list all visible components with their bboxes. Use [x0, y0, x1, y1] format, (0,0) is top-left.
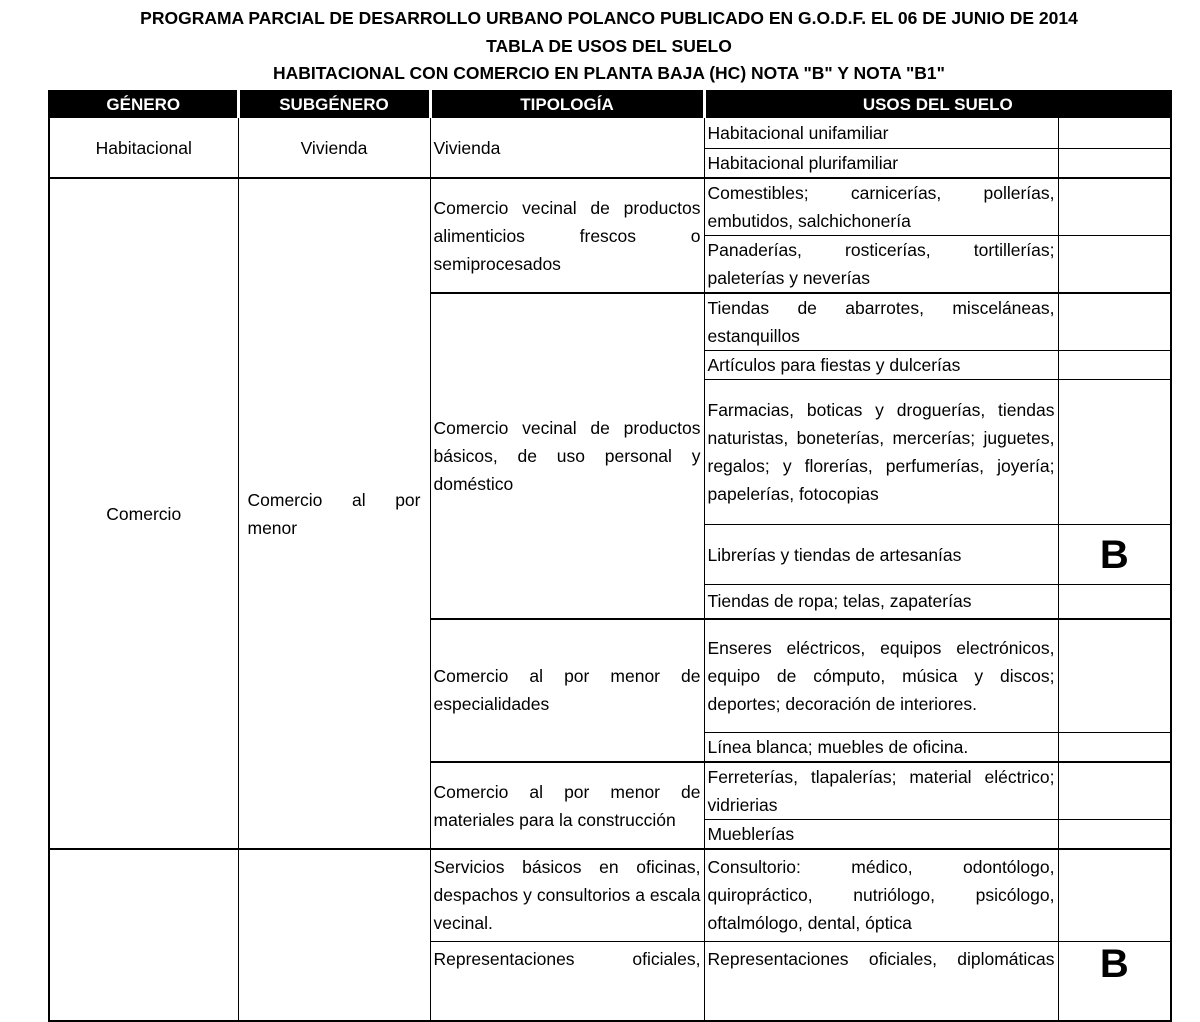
- column-header-subgenero: SUBGÉNERO: [238, 91, 430, 118]
- cell-nota: [1058, 236, 1171, 294]
- cell-subgenero: Vivienda: [238, 118, 430, 179]
- cell-subgenero: [238, 849, 430, 1021]
- cell-uso: Panaderías, rosticerías, tortillerías; paleterías y neverías: [704, 236, 1058, 294]
- cell-nota: [1058, 293, 1171, 351]
- cell-nota: [1058, 149, 1171, 179]
- cell-nota: [1058, 849, 1171, 941]
- cell-tipologia: Servicios básicos en oficinas, despachos y consultorios a escala vecinal.: [430, 849, 704, 941]
- column-header-tipologia: TIPOLOGÍA: [430, 91, 704, 118]
- cell-uso: Representaciones oficiales, diplomáticas: [704, 941, 1058, 1021]
- cell-nota: [1058, 118, 1171, 149]
- table-row: [49, 118, 1171, 149]
- cell-tipologia: Comercio al por menor de especialidades: [430, 619, 704, 763]
- cell-nota: [1058, 733, 1171, 763]
- cell-tipologia: Comercio vecinal de productos alimenticios frescos o semiprocesados: [430, 178, 704, 293]
- column-header-genero: GÉNERO: [49, 91, 238, 118]
- cell-nota: [1058, 762, 1171, 820]
- cell-nota: [1058, 619, 1171, 733]
- cell-tipologia: Representaciones oficiales,: [430, 941, 704, 1021]
- table-row: [49, 849, 1171, 941]
- cell-genero: [49, 849, 238, 1021]
- cell-uso: Farmacias, boticas y droguerías, tiendas naturistas, boneterías, mercerías; juguetes, regalos; y florerías, perfumerías, joyería; papelerías, fotocopias: [704, 380, 1058, 525]
- cell-nota: [1058, 820, 1171, 850]
- cell-uso: Consultorio: médico, odontólogo, quiropráctico, nutriólogo, psicólogo, oftalmólogo, dental, óptica: [704, 849, 1058, 941]
- document-title: PROGRAMA PARCIAL DE DESARROLLO URBANO POLANCO PUBLICADO EN G.O.D.F. EL 06 DE JUNIO DE 2014: [140, 8, 1078, 28]
- cell-tipologia: Comercio vecinal de productos básicos, de uso personal y doméstico: [430, 293, 704, 619]
- cell-nota-b: B: [1058, 525, 1171, 585]
- cell-uso: Librerías y tiendas de artesanías: [704, 525, 1058, 585]
- column-header-usos: USOS DEL SUELO: [704, 91, 1171, 118]
- land-use-table: [48, 90, 1172, 1022]
- cell-nota-b: B: [1058, 941, 1171, 1021]
- cell-nota: [1058, 178, 1171, 236]
- table-subtitle: HABITACIONAL CON COMERCIO EN PLANTA BAJA (HC) NOTA "B" Y NOTA "B1": [273, 63, 945, 83]
- cell-uso: Enseres eléctricos, equipos electrónicos, equipo de cómputo, música y discos; deportes; decoración de interiores.: [704, 619, 1058, 733]
- cell-uso: Habitacional unifamiliar: [704, 118, 1058, 149]
- table-title: TABLA DE USOS DEL SUELO: [486, 35, 732, 56]
- cell-uso: Tiendas de abarrotes, misceláneas, estanquillos: [704, 293, 1058, 351]
- cell-tipologia: Comercio al por menor de materiales para la construcción: [430, 762, 704, 849]
- cell-nota: [1058, 351, 1171, 380]
- cell-uso: Mueblerías: [704, 820, 1058, 850]
- cell-uso: Artículos para fiestas y dulcerías: [704, 351, 1058, 380]
- cell-uso: Habitacional plurifamiliar: [704, 149, 1058, 179]
- table-row: [49, 178, 1171, 236]
- cell-genero: Comercio: [49, 178, 238, 849]
- cell-subgenero: Comercio al por menor: [238, 178, 430, 849]
- cell-nota: [1058, 380, 1171, 525]
- cell-uso: Comestibles; carnicerías, pollerías, embutidos, salchichonería: [704, 178, 1058, 236]
- document-header: [48, 5, 1170, 88]
- cell-nota: [1058, 585, 1171, 619]
- cell-uso: Tiendas de ropa; telas, zapaterías: [704, 585, 1058, 619]
- cell-uso: Línea blanca; muebles de oficina.: [704, 733, 1058, 763]
- cell-genero: Habitacional: [49, 118, 238, 179]
- header-row: [49, 91, 1171, 118]
- cell-uso: Ferreterías, tlapalerías; material eléctrico; vidrierias: [704, 762, 1058, 820]
- cell-tipologia: Vivienda: [430, 118, 704, 179]
